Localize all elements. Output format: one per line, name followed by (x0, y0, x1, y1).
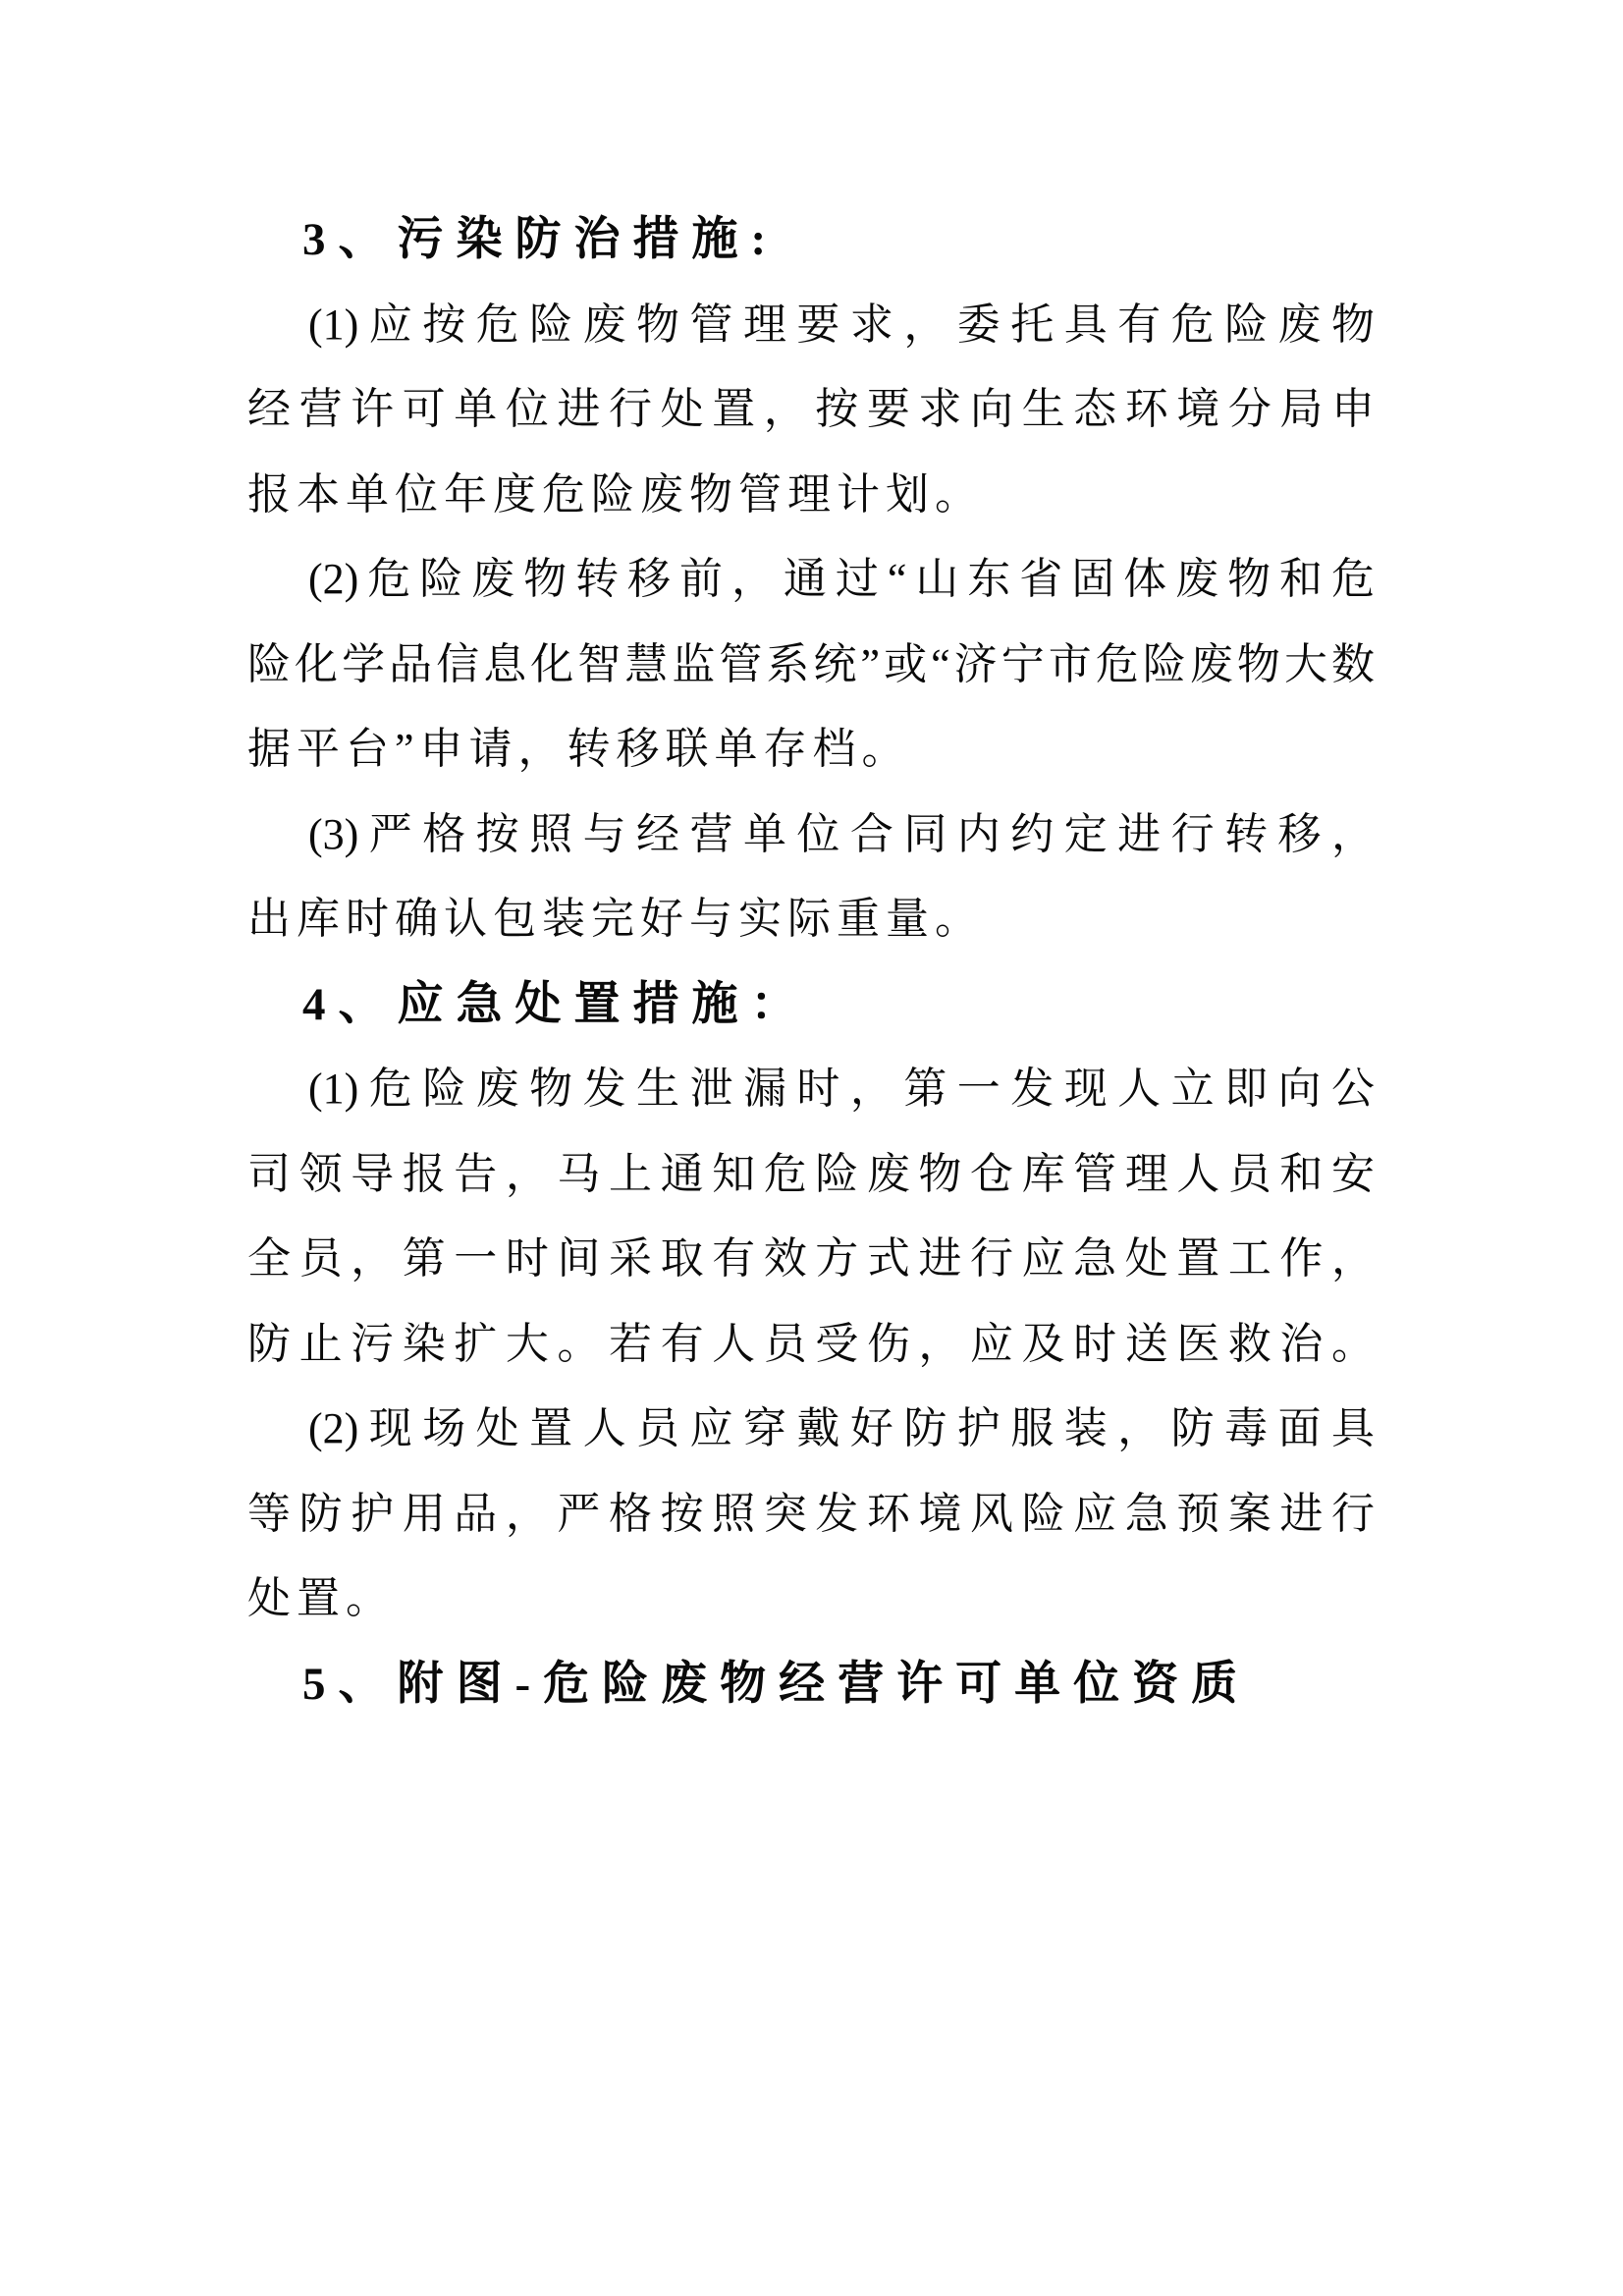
paragraph-line: 司领导报告，马上通知危险废物仓库管理人员和安 (247, 1149, 1375, 1198)
paragraph-line: 防止污染扩大。若有人员受伤，应及时送医救治。 (247, 1319, 1375, 1368)
paragraph-line: 出库时确认包装完好与实际重量。 (247, 895, 984, 943)
paragraph-line: 处置。 (247, 1574, 395, 1622)
heading-emergency-response-measures: 4、应急处置措施： (302, 978, 810, 1030)
paragraph-line: (1)危险废物发生泄漏时，第一发现人立即向公 (308, 1065, 1375, 1113)
paragraph-line: 经营许可单位进行处置，按要求向生态环境分局申 (247, 385, 1375, 433)
paragraph-line: (2)危险废物转移前，通过“山东省固体废物和危 (308, 555, 1375, 603)
paragraph-line: 险化学品信息化智慧监管系统”或“济宁市危险废物大数 (247, 639, 1375, 688)
heading-pollution-prevention-measures: 3、污染防治措施: (302, 214, 780, 265)
paragraph-line: 据平台”申请，转移联单存档。 (247, 725, 911, 773)
paragraph-line: (3)严格按照与经营单位合同内约定进行转移， (308, 809, 1375, 858)
heading-appendix-licensed-unit-qualification: 5、附图-危险废物经营许可单位资质 (302, 1658, 1251, 1710)
paragraph-line: (1)应按危险废物管理要求，委托具有危险废物 (308, 300, 1375, 349)
paragraph-line: (2)现场处置人员应穿戴好防护服装，防毒面具 (308, 1404, 1375, 1452)
paragraph-line: 报本单位年度危险废物管理计划。 (247, 469, 984, 519)
document-text-block (247, 197, 1375, 1726)
paragraph-line: 全员，第一时间采取有效方式进行应急处置工作， (247, 1234, 1375, 1283)
paragraph-line: 等防护用品，严格按照突发环境风险应急预案进行 (247, 1489, 1375, 1538)
